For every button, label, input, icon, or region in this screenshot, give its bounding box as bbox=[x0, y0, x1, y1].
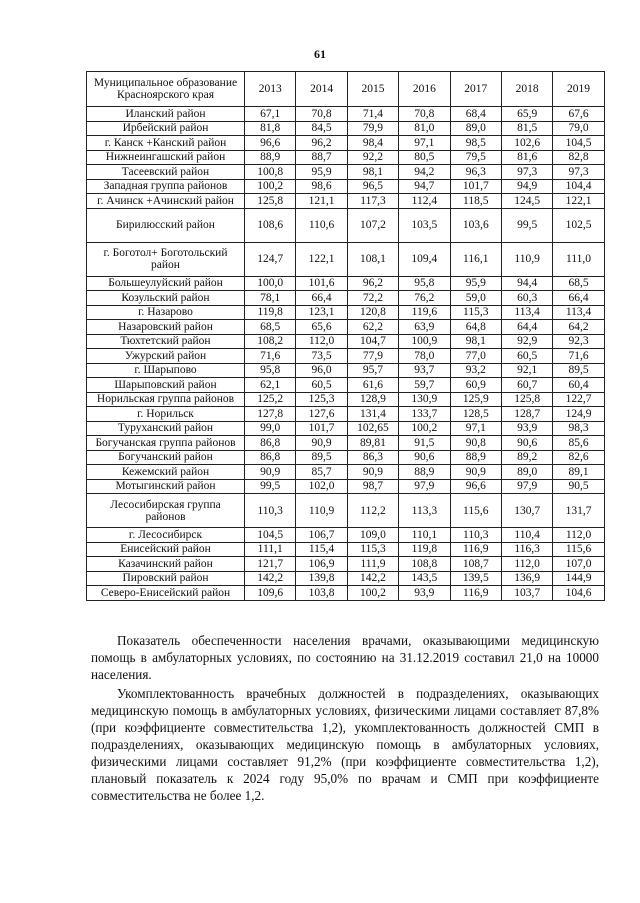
table-row bbox=[87, 165, 605, 180]
year-value: 90,6 bbox=[501, 436, 552, 451]
year-value: 66,4 bbox=[296, 291, 347, 306]
municipality-name: Енисейский район bbox=[87, 542, 245, 557]
year-value: 116,3 bbox=[501, 542, 552, 557]
table-row bbox=[87, 121, 605, 136]
header-year: 2019 bbox=[553, 72, 604, 107]
year-value: 113,4 bbox=[501, 305, 552, 320]
year-value: 67,1 bbox=[245, 107, 296, 122]
year-value: 71,6 bbox=[553, 349, 604, 364]
table-row bbox=[87, 363, 605, 378]
year-value: 96,3 bbox=[450, 165, 501, 180]
year-value: 93,2 bbox=[450, 363, 501, 378]
year-value: 64,8 bbox=[450, 320, 501, 335]
year-value: 90,5 bbox=[553, 479, 604, 494]
year-value: 60,3 bbox=[501, 291, 552, 306]
year-value: 79,5 bbox=[450, 150, 501, 165]
table-row bbox=[87, 276, 605, 291]
municipality-name: г. Боготол+ Боготольский район bbox=[87, 242, 245, 276]
year-value: 89,5 bbox=[296, 450, 347, 465]
year-value: 119,8 bbox=[245, 305, 296, 320]
year-value: 128,9 bbox=[347, 392, 398, 407]
year-value: 127,8 bbox=[245, 407, 296, 422]
year-value: 78,0 bbox=[399, 349, 450, 364]
year-value: 107,0 bbox=[553, 557, 604, 572]
year-value: 73,5 bbox=[296, 349, 347, 364]
municipality-name: Казачинский район bbox=[87, 557, 245, 572]
year-value: 139,5 bbox=[450, 571, 501, 586]
year-value: 77,0 bbox=[450, 349, 501, 364]
year-value: 92,9 bbox=[501, 334, 552, 349]
year-value: 62,1 bbox=[245, 378, 296, 393]
year-value: 100,9 bbox=[399, 334, 450, 349]
table-row bbox=[87, 320, 605, 335]
year-value: 96,2 bbox=[347, 276, 398, 291]
year-value: 81,6 bbox=[501, 150, 552, 165]
municipality-name: Назаровский район bbox=[87, 320, 245, 335]
year-value: 110,9 bbox=[501, 242, 552, 276]
year-value: 92,3 bbox=[553, 334, 604, 349]
year-value: 90,9 bbox=[245, 465, 296, 480]
table-row bbox=[87, 557, 605, 572]
year-value: 98,7 bbox=[347, 479, 398, 494]
year-value: 91,5 bbox=[399, 436, 450, 451]
year-value: 85,6 bbox=[553, 436, 604, 451]
year-value: 101,6 bbox=[296, 276, 347, 291]
year-value: 77,9 bbox=[347, 349, 398, 364]
year-value: 127,6 bbox=[296, 407, 347, 422]
year-value: 102,6 bbox=[501, 136, 552, 151]
municipality-name: Пировский район bbox=[87, 571, 245, 586]
year-value: 113,4 bbox=[553, 305, 604, 320]
municipality-name: Кежемский район bbox=[87, 465, 245, 480]
table-row bbox=[87, 136, 605, 151]
year-value: 97,1 bbox=[399, 136, 450, 151]
year-value: 98,1 bbox=[347, 165, 398, 180]
year-value: 110,6 bbox=[296, 208, 347, 242]
year-value: 122,1 bbox=[553, 194, 604, 209]
year-value: 100,0 bbox=[245, 276, 296, 291]
year-value: 117,3 bbox=[347, 194, 398, 209]
year-value: 86,3 bbox=[347, 450, 398, 465]
year-value: 97,9 bbox=[399, 479, 450, 494]
municipality-name: Тасеевский район bbox=[87, 165, 245, 180]
year-value: 100,2 bbox=[399, 421, 450, 436]
year-value: 101,7 bbox=[450, 179, 501, 194]
year-value: 115,6 bbox=[553, 542, 604, 557]
table-row bbox=[87, 586, 605, 601]
year-value: 94,4 bbox=[501, 276, 552, 291]
year-value: 96,0 bbox=[296, 363, 347, 378]
header-year: 2017 bbox=[450, 72, 501, 107]
year-value: 112,0 bbox=[553, 528, 604, 543]
header-year: 2016 bbox=[399, 72, 450, 107]
year-value: 98,1 bbox=[450, 334, 501, 349]
year-value: 89,2 bbox=[501, 450, 552, 465]
paragraph-staffing bbox=[91, 685, 599, 804]
year-value: 115,6 bbox=[450, 494, 501, 528]
year-value: 122,1 bbox=[296, 242, 347, 276]
municipality-name: г. Шарыпово bbox=[87, 363, 245, 378]
year-value: 98,5 bbox=[450, 136, 501, 151]
year-value: 95,8 bbox=[399, 276, 450, 291]
year-value: 112,0 bbox=[296, 334, 347, 349]
year-value: 121,1 bbox=[296, 194, 347, 209]
year-value: 98,3 bbox=[553, 421, 604, 436]
municipality-name: Тюхтетский район bbox=[87, 334, 245, 349]
year-value: 108,2 bbox=[245, 334, 296, 349]
year-value: 131,7 bbox=[553, 494, 604, 528]
year-value: 111,0 bbox=[553, 242, 604, 276]
year-value: 109,0 bbox=[347, 528, 398, 543]
year-value: 101,7 bbox=[296, 421, 347, 436]
municipality-name: Норильская группа районов bbox=[87, 392, 245, 407]
year-value: 93,7 bbox=[399, 363, 450, 378]
year-value: 68,5 bbox=[553, 276, 604, 291]
year-value: 113,3 bbox=[399, 494, 450, 528]
year-value: 88,9 bbox=[399, 465, 450, 480]
year-value: 102,5 bbox=[553, 208, 604, 242]
year-value: 115,4 bbox=[296, 542, 347, 557]
municipality-name: г. Канск +Канский район bbox=[87, 136, 245, 151]
table-header-row bbox=[87, 72, 605, 107]
year-value: 90,9 bbox=[347, 465, 398, 480]
year-value: 125,9 bbox=[450, 392, 501, 407]
year-value: 81,5 bbox=[501, 121, 552, 136]
statistics-table bbox=[86, 71, 605, 601]
year-value: 97,3 bbox=[501, 165, 552, 180]
municipality-name: г. Назарово bbox=[87, 305, 245, 320]
year-value: 89,5 bbox=[553, 363, 604, 378]
year-value: 92,2 bbox=[347, 150, 398, 165]
header-year: 2015 bbox=[347, 72, 398, 107]
year-value: 70,8 bbox=[399, 107, 450, 122]
year-value: 104,6 bbox=[553, 586, 604, 601]
year-value: 116,9 bbox=[450, 586, 501, 601]
year-value: 71,6 bbox=[245, 349, 296, 364]
table-row bbox=[87, 528, 605, 543]
year-value: 130,7 bbox=[501, 494, 552, 528]
year-value: 81,0 bbox=[399, 121, 450, 136]
year-value: 125,8 bbox=[501, 392, 552, 407]
year-value: 98,6 bbox=[296, 179, 347, 194]
header-year: 2018 bbox=[501, 72, 552, 107]
municipality-name: Иланский район bbox=[87, 107, 245, 122]
year-value: 88,9 bbox=[245, 150, 296, 165]
year-value: 108,6 bbox=[245, 208, 296, 242]
year-value: 72,2 bbox=[347, 291, 398, 306]
table-row bbox=[87, 465, 605, 480]
year-value: 106,7 bbox=[296, 528, 347, 543]
year-value: 143,5 bbox=[399, 571, 450, 586]
year-value: 96,5 bbox=[347, 179, 398, 194]
year-value: 108,8 bbox=[399, 557, 450, 572]
year-value: 59,0 bbox=[450, 291, 501, 306]
table-row bbox=[87, 392, 605, 407]
year-value: 60,5 bbox=[501, 349, 552, 364]
year-value: 111,1 bbox=[245, 542, 296, 557]
year-value: 96,6 bbox=[450, 479, 501, 494]
year-value: 110,9 bbox=[296, 494, 347, 528]
year-value: 115,3 bbox=[450, 305, 501, 320]
municipality-name: Ирбейский район bbox=[87, 121, 245, 136]
year-value: 94,2 bbox=[399, 165, 450, 180]
table-row bbox=[87, 421, 605, 436]
year-value: 123,1 bbox=[296, 305, 347, 320]
year-value: 139,8 bbox=[296, 571, 347, 586]
year-value: 112,0 bbox=[501, 557, 552, 572]
header-municipality: Муниципальное образование Красноярского края bbox=[87, 72, 245, 107]
table-row bbox=[87, 242, 605, 276]
year-value: 65,9 bbox=[501, 107, 552, 122]
year-value: 64,2 bbox=[553, 320, 604, 335]
year-value: 60,9 bbox=[450, 378, 501, 393]
year-value: 100,8 bbox=[245, 165, 296, 180]
table-row bbox=[87, 208, 605, 242]
year-value: 116,1 bbox=[450, 242, 501, 276]
year-value: 110,4 bbox=[501, 528, 552, 543]
table-row bbox=[87, 407, 605, 422]
year-value: 133,7 bbox=[399, 407, 450, 422]
year-value: 104,7 bbox=[347, 334, 398, 349]
year-value: 93,9 bbox=[501, 421, 552, 436]
year-value: 95,9 bbox=[450, 276, 501, 291]
year-value: 128,5 bbox=[450, 407, 501, 422]
year-value: 125,3 bbox=[296, 392, 347, 407]
year-value: 86,8 bbox=[245, 436, 296, 451]
year-value: 89,0 bbox=[450, 121, 501, 136]
table-row bbox=[87, 494, 605, 528]
table-row bbox=[87, 450, 605, 465]
table-row bbox=[87, 378, 605, 393]
year-value: 79,0 bbox=[553, 121, 604, 136]
year-value: 82,8 bbox=[553, 150, 604, 165]
year-value: 95,8 bbox=[245, 363, 296, 378]
municipality-name: г. Ачинск +Ачинский район bbox=[87, 194, 245, 209]
year-value: 68,5 bbox=[245, 320, 296, 335]
municipality-name: Нижнеингашский район bbox=[87, 150, 245, 165]
year-value: 64,4 bbox=[501, 320, 552, 335]
paragraph-text: Показатель обеспеченности населения врачами, оказывающими медицинскую помощь в амбулаторных условиях, по состоянию на 31.12.2019 составил 21,0 на 10000 населения. bbox=[91, 633, 599, 682]
year-value: 124,5 bbox=[501, 194, 552, 209]
municipality-name: Богучанский район bbox=[87, 450, 245, 465]
year-value: 100,2 bbox=[245, 179, 296, 194]
year-value: 94,7 bbox=[399, 179, 450, 194]
table-row bbox=[87, 542, 605, 557]
year-value: 70,8 bbox=[296, 107, 347, 122]
year-value: 67,6 bbox=[553, 107, 604, 122]
year-value: 128,7 bbox=[501, 407, 552, 422]
year-value: 90,9 bbox=[450, 465, 501, 480]
year-value: 93,9 bbox=[399, 586, 450, 601]
page-number: 61 bbox=[314, 47, 326, 61]
year-value: 60,5 bbox=[296, 378, 347, 393]
year-value: 78,1 bbox=[245, 291, 296, 306]
municipality-name: г. Лесосибирск bbox=[87, 528, 245, 543]
year-value: 95,7 bbox=[347, 363, 398, 378]
year-value: 98,4 bbox=[347, 136, 398, 151]
year-value: 121,7 bbox=[245, 557, 296, 572]
year-value: 104,4 bbox=[553, 179, 604, 194]
table-row bbox=[87, 334, 605, 349]
year-value: 104,5 bbox=[553, 136, 604, 151]
year-value: 90,9 bbox=[296, 436, 347, 451]
table-row bbox=[87, 291, 605, 306]
municipality-name: Козульский район bbox=[87, 291, 245, 306]
year-value: 71,4 bbox=[347, 107, 398, 122]
year-value: 90,8 bbox=[450, 436, 501, 451]
year-value: 89,0 bbox=[501, 465, 552, 480]
year-value: 90,6 bbox=[399, 450, 450, 465]
year-value: 136,9 bbox=[501, 571, 552, 586]
year-value: 60,4 bbox=[553, 378, 604, 393]
municipality-name: Западная группа районов bbox=[87, 179, 245, 194]
year-value: 96,6 bbox=[245, 136, 296, 151]
year-value: 86,8 bbox=[245, 450, 296, 465]
year-value: 108,1 bbox=[347, 242, 398, 276]
year-value: 89,81 bbox=[347, 436, 398, 451]
year-value: 108,7 bbox=[450, 557, 501, 572]
year-value: 79,9 bbox=[347, 121, 398, 136]
municipality-name: Лесосибирская группа районов bbox=[87, 494, 245, 528]
paragraph-provision bbox=[91, 632, 599, 683]
year-value: 60,7 bbox=[501, 378, 552, 393]
year-value: 106,9 bbox=[296, 557, 347, 572]
year-value: 103,8 bbox=[296, 586, 347, 601]
year-value: 68,4 bbox=[450, 107, 501, 122]
year-value: 80,5 bbox=[399, 150, 450, 165]
year-value: 125,8 bbox=[245, 194, 296, 209]
year-value: 122,7 bbox=[553, 392, 604, 407]
municipality-name: Большеулуйский район bbox=[87, 276, 245, 291]
year-value: 118,5 bbox=[450, 194, 501, 209]
year-value: 82,6 bbox=[553, 450, 604, 465]
year-value: 109,4 bbox=[399, 242, 450, 276]
year-value: 110,3 bbox=[450, 528, 501, 543]
year-value: 103,5 bbox=[399, 208, 450, 242]
table-row bbox=[87, 150, 605, 165]
year-value: 120,8 bbox=[347, 305, 398, 320]
municipality-name: Северо-Енисейский район bbox=[87, 586, 245, 601]
table-row bbox=[87, 179, 605, 194]
municipality-name: Богучанская группа районов bbox=[87, 436, 245, 451]
year-value: 131,4 bbox=[347, 407, 398, 422]
municipality-name: г. Норильск bbox=[87, 407, 245, 422]
municipality-name: Шарыповский район bbox=[87, 378, 245, 393]
year-value: 112,2 bbox=[347, 494, 398, 528]
year-value: 100,2 bbox=[347, 586, 398, 601]
year-value: 103,6 bbox=[450, 208, 501, 242]
municipality-name: Туруханский район bbox=[87, 421, 245, 436]
year-value: 99,5 bbox=[501, 208, 552, 242]
year-value: 97,9 bbox=[501, 479, 552, 494]
year-value: 62,2 bbox=[347, 320, 398, 335]
municipality-name: Мотыгинский район bbox=[87, 479, 245, 494]
municipality-name: Бирилюсский район bbox=[87, 208, 245, 242]
year-value: 119,8 bbox=[399, 542, 450, 557]
year-value: 125,2 bbox=[245, 392, 296, 407]
table-body bbox=[87, 107, 605, 601]
year-value: 109,6 bbox=[245, 586, 296, 601]
year-value: 65,6 bbox=[296, 320, 347, 335]
year-value: 96,2 bbox=[296, 136, 347, 151]
year-value: 116,9 bbox=[450, 542, 501, 557]
year-value: 144,9 bbox=[553, 571, 604, 586]
year-value: 76,2 bbox=[399, 291, 450, 306]
table-row bbox=[87, 349, 605, 364]
year-value: 124,7 bbox=[245, 242, 296, 276]
year-value: 99,0 bbox=[245, 421, 296, 436]
year-value: 124,9 bbox=[553, 407, 604, 422]
year-value: 111,9 bbox=[347, 557, 398, 572]
table-row bbox=[87, 436, 605, 451]
year-value: 59,7 bbox=[399, 378, 450, 393]
year-value: 66,4 bbox=[553, 291, 604, 306]
year-value: 95,9 bbox=[296, 165, 347, 180]
year-value: 107,2 bbox=[347, 208, 398, 242]
year-value: 103,7 bbox=[501, 586, 552, 601]
year-value: 97,1 bbox=[450, 421, 501, 436]
header-year: 2014 bbox=[296, 72, 347, 107]
table-row bbox=[87, 194, 605, 209]
year-value: 142,2 bbox=[245, 571, 296, 586]
table-row bbox=[87, 305, 605, 320]
year-value: 94,9 bbox=[501, 179, 552, 194]
paragraph-text: Укомплектованность врачебных должностей в подразделениях, оказывающих медицинскую помощь в амбулаторных условиях, физическими лицами составляет 87,8% (при коэффициенте совместительства 1,2), укомплектованность должностей СМП в подразделениях, оказывающих медицинскую помощь в амбулаторных условиях, физическими лицами составляет 91,2% (при коэффициенте совместительства 1,2), плановый показатель к 2024 году 95,0% по врачам и СМП при коэффициенте совместительства не более 1,2. bbox=[91, 686, 599, 803]
year-value: 119,6 bbox=[399, 305, 450, 320]
year-value: 84,5 bbox=[296, 121, 347, 136]
year-value: 110,3 bbox=[245, 494, 296, 528]
year-value: 115,3 bbox=[347, 542, 398, 557]
year-value: 104,5 bbox=[245, 528, 296, 543]
year-value: 102,0 bbox=[296, 479, 347, 494]
table-row bbox=[87, 571, 605, 586]
year-value: 92,1 bbox=[501, 363, 552, 378]
year-value: 61,6 bbox=[347, 378, 398, 393]
year-value: 130,9 bbox=[399, 392, 450, 407]
year-value: 142,2 bbox=[347, 571, 398, 586]
year-value: 102,65 bbox=[347, 421, 398, 436]
year-value: 97,3 bbox=[553, 165, 604, 180]
table-row bbox=[87, 479, 605, 494]
year-value: 85,7 bbox=[296, 465, 347, 480]
year-value: 88,9 bbox=[450, 450, 501, 465]
year-value: 112,4 bbox=[399, 194, 450, 209]
year-value: 63,9 bbox=[399, 320, 450, 335]
municipality-name: Ужурский район bbox=[87, 349, 245, 364]
table-row bbox=[87, 107, 605, 122]
year-value: 81,8 bbox=[245, 121, 296, 136]
year-value: 99,5 bbox=[245, 479, 296, 494]
header-year: 2013 bbox=[245, 72, 296, 107]
year-value: 88,7 bbox=[296, 150, 347, 165]
year-value: 89,1 bbox=[553, 465, 604, 480]
year-value: 110,1 bbox=[399, 528, 450, 543]
